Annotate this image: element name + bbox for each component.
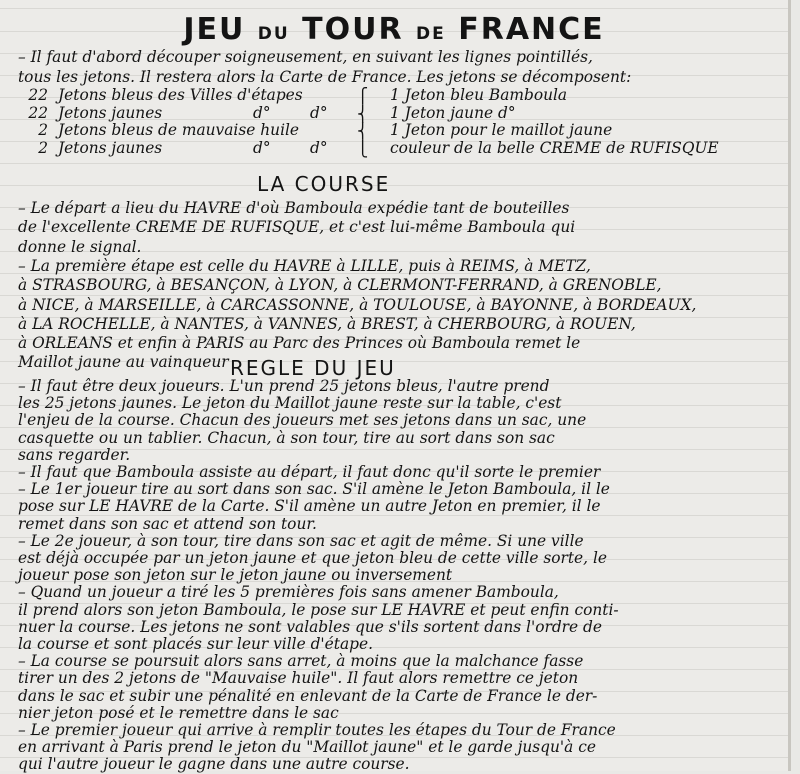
text-line: joueur pose son jeton sur le jeton jaune ou inversement xyxy=(18,566,453,585)
title-france: FRANCE xyxy=(458,12,605,47)
text-line: – La première étape est celle du HAVRE à LILLE, puis à REIMS, à METZ, xyxy=(18,256,591,275)
text-line: – Le départ a lieu du HAVRE d'où Bamboula expédie tant de bouteilles xyxy=(18,199,570,217)
text-line: – Le 2e joueur, à son tour, tire dans son sac et agit de même. Si une ville xyxy=(18,531,584,550)
token-right: 1 Jeton jaune d° xyxy=(390,103,516,122)
title-de: DE xyxy=(416,24,446,44)
text-line: nier jeton posé et le remettre dans le sac xyxy=(18,703,339,722)
section-heading-regle: REGLE DU JEU xyxy=(230,356,396,380)
token-count: 2 xyxy=(38,138,48,157)
ditto-mark: d° xyxy=(253,138,271,157)
brace-icon: ⎧ ⎨ ⎨ ⎩ xyxy=(357,87,369,158)
text-line: – Le 1er joueur tire au sort dans son sac. S'il amène le Jeton Bamboula, il le xyxy=(18,480,610,499)
text-line: tirer un des 2 jetons de "Mauvaise huile". Il faut alors remettre ce jeton xyxy=(18,669,579,688)
token-right: 1 Jeton pour le maillot jaune xyxy=(390,121,613,139)
intro-line: tous les jetons. Il restera alors la Carte de France. Les jetons se décomposent: xyxy=(18,68,632,86)
text-line: pose sur LE HAVRE de la Carte. S'il amène un autre Jeton en premier, il le xyxy=(18,497,601,516)
text-line: – La course se poursuit alors sans arret, à moins que la malchance fasse xyxy=(18,652,584,671)
token-count: 22 xyxy=(28,103,48,122)
text-line: donne le signal. xyxy=(18,237,142,256)
section-heading-course: LA COURSE xyxy=(257,172,391,196)
text-line: sans regarder. xyxy=(18,445,131,464)
text-line: les 25 jetons jaunes. Le jeton du Maillot jaune reste sur la table, c'est xyxy=(18,394,562,413)
text-line: en arrivant à Paris prend le jeton du "Maillot jaune" et le garde jusqu'à ce xyxy=(18,738,596,757)
text-line: remet dans son sac et attend son tour. xyxy=(18,514,317,533)
token-label: Jetons jaunes xyxy=(58,103,163,122)
ditto-mark: d° xyxy=(310,138,328,157)
text-line: – Il faut être deux joueurs. L'un prend 25 jetons bleus, l'autre prend xyxy=(18,377,550,395)
token-count: 2 xyxy=(38,121,48,139)
token-right: couleur de la belle CREME de RUFISQUE xyxy=(390,138,719,157)
text-line: est déjà occupée par un jeton jaune et que jeton bleu de cette ville sorte, le xyxy=(18,549,607,567)
page-title xyxy=(0,12,788,47)
text-line: à LA ROCHELLE, à NANTES, à VANNES, à BREST, à CHERBOURG, à ROUEN, xyxy=(18,314,636,333)
token-count: 22 xyxy=(28,86,48,104)
text-line: à STRASBOURG, à BESANÇON, à LYON, à CLERMONT-FERRAND, à GRENOBLE, xyxy=(18,276,662,295)
text-line: Maillot jaune au vainqueur xyxy=(18,353,229,372)
text-line: à NICE, à MARSEILLE, à CARCASSONNE, à TOULOUSE, à BAYONNE, à BORDEAUX, xyxy=(18,295,697,314)
token-label: Jetons bleus des Villes d'étapes xyxy=(58,86,303,104)
text-line: qui l'autre joueur le gagne dans une autre course. xyxy=(18,755,410,774)
text-line: la course et sont placés sur leur ville d'étape. xyxy=(18,635,373,653)
intro-line: – Il faut d'abord découper soigneusement, en suivant les lignes pointillés, xyxy=(18,48,593,66)
token-label: Jetons jaunes xyxy=(58,138,163,157)
text-line: de l'excellente CREME DE RUFISQUE, et c'est lui-même Bamboula qui xyxy=(18,218,576,237)
text-line: il prend alors son jeton Bamboula, le pose sur LE HAVRE et peut enfin conti- xyxy=(18,600,619,619)
text-line: – Il faut que Bamboula assiste au départ, il faut donc qu'il sorte le premier xyxy=(18,463,601,481)
text-line: nuer la course. Les jetons ne sont valables que s'ils sortent dans l'ordre de xyxy=(18,617,602,636)
text-line: casquette ou un tablier. Chacun, à son tour, tire au sort dans son sac xyxy=(18,428,555,447)
text-line: – Quand un joueur a tiré les 5 premières fois sans amener Bamboula, xyxy=(18,583,559,602)
title-tour: TOUR xyxy=(302,12,404,47)
title-jeu: JEU xyxy=(183,12,246,47)
token-label: Jetons bleus de mauvaise huile xyxy=(58,121,300,139)
token-right: 1 Jeton bleu Bamboula xyxy=(390,86,568,104)
text-line: dans le sac et subir une pénalité en enlevant de la Carte de France le der- xyxy=(18,686,598,705)
ditto-mark: d° xyxy=(253,103,271,122)
text-line: l'enjeu de la course. Chacun des joueurs met ses jetons dans un sac, une xyxy=(18,411,587,430)
ditto-mark: d° xyxy=(310,103,328,122)
text-line: – Le premier joueur qui arrive à remplir toutes les étapes du Tour de France xyxy=(18,721,616,739)
title-du: DU xyxy=(257,24,290,44)
text-line: à ORLEANS et enfin à PARIS au Parc des Princes où Bamboula remet le xyxy=(18,334,581,353)
